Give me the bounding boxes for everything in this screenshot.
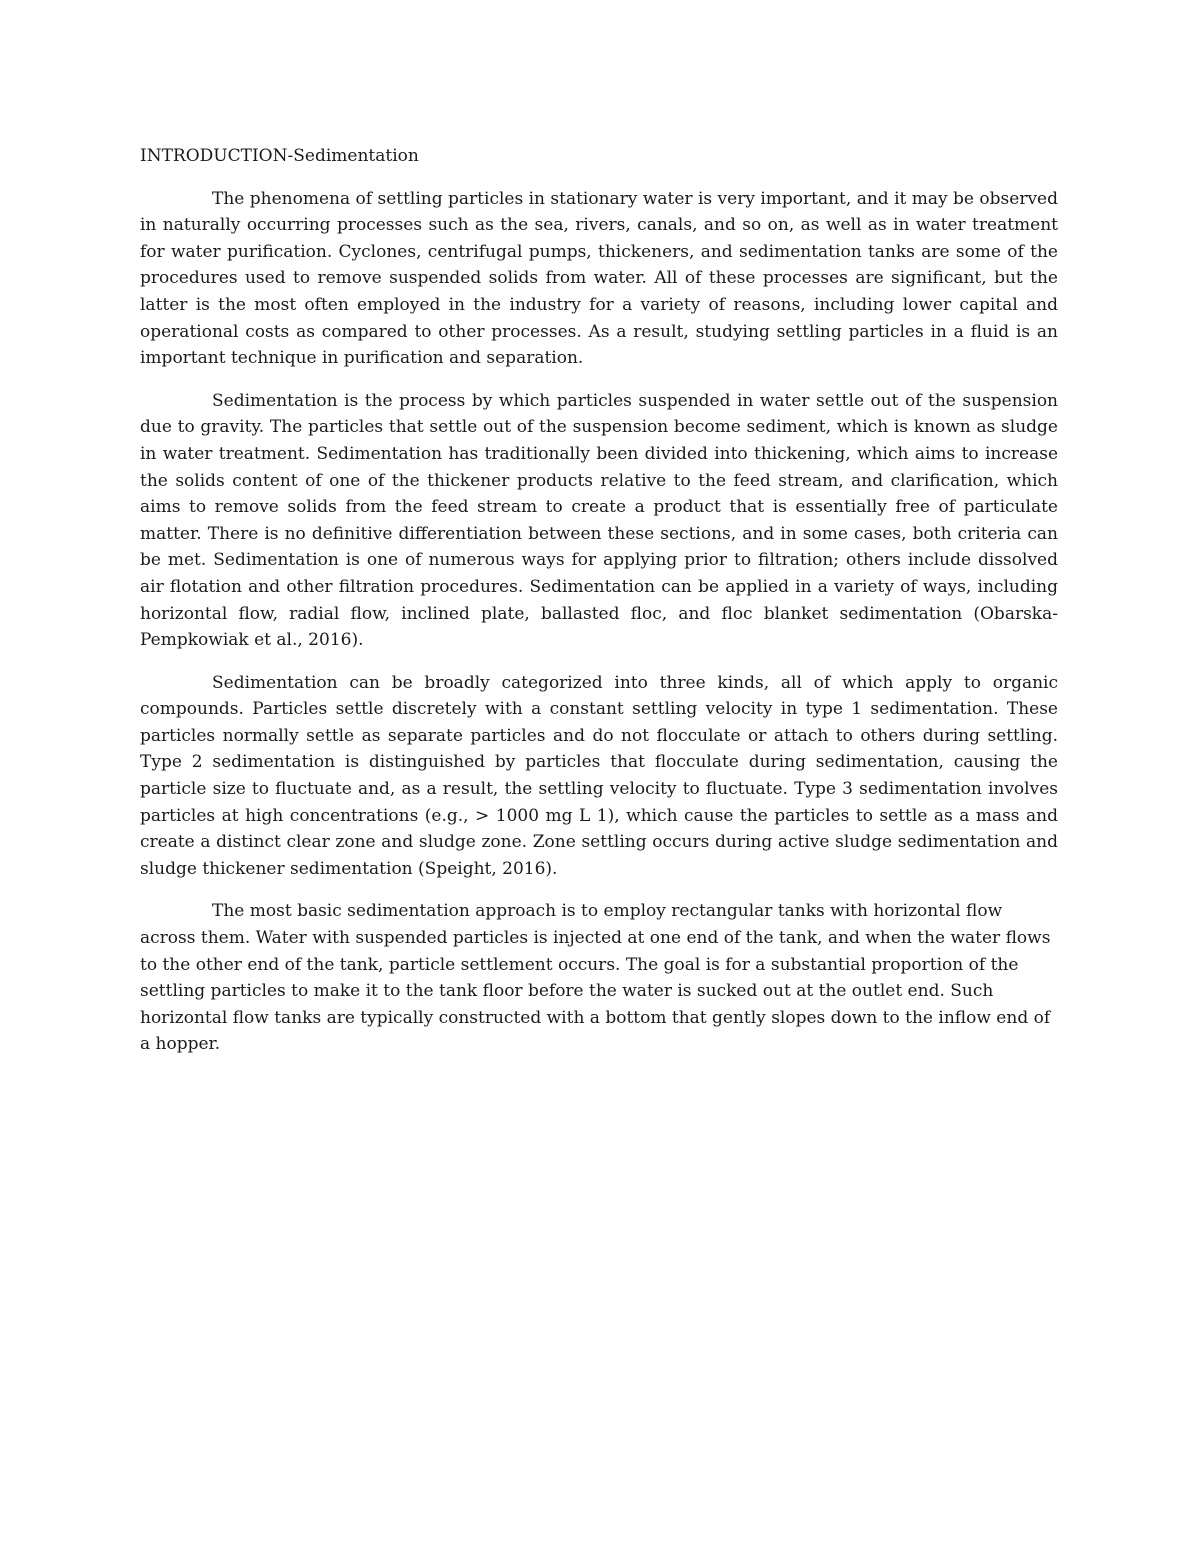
paragraph-sedimentation-process: Sedimentation is the process by which particles suspended in water settle out of the suspension due to gravity. The particles that settle out of the suspension become sediment, which is known as sludge in water treatment. Sedimentation has traditionally been divided into thickening, which aims to increase the solids content of one of the thickener products relative to the feed stream, and clarification, which aims to remove solids from the feed stream to create a product that is essentially free of particulate matter. There is no definitive differentiation between these sections, and in some cases, both criteria can be met. Sedimentation is one of numerous ways for applying prior to filtration; others include dissolved air flotation and other filtration procedures. Sedimentation can be applied in a variety of ways, including horizontal flow, radial flow, inclined plate, ballasted floc, and floc blanket sedimentation (Obarska-Pempkowiak et al., 2016). bbox=[140, 390, 1058, 651]
document-body bbox=[140, 143, 1058, 1074]
paragraph-settling-phenomena: The phenomena of settling particles in stationary water is very important, and it may be observed in naturally occurring processes such as the sea, rivers, canals, and so on, as well as in water treatment for water purification. Cyclones, centrifugal pumps, thickeners, and sedimentation tanks are some of the procedures used to remove suspended solids from water. All of these processes are significant, but the latter is the most often employed in the industry for a variety of reasons, including lower capital and operational costs as compared to other processes. As a result, studying settling particles in a fluid is an important technique in purification and separation. bbox=[140, 188, 1058, 369]
section-heading: INTRODUCTION-Sedimentation bbox=[140, 146, 419, 166]
paragraph-sedimentation-types: Sedimentation can be broadly categorized into three kinds, all of which apply to organic compounds. Particles settle discretely with a constant settling velocity in type 1 sedimentation. These particles normally settle as separate particles and do not flocculate or attach to others during settling. Type 2 sedimentation is distinguished by particles that flocculate during sedimentation, causing the particle size to fluctuate and, as a result, the settling velocity to fluctuate. Type 3 sedimentation involves particles at high concentrations (e.g., > 1000 mg L 1), which cause the particles to settle as a mass and create a distinct clear zone and sludge zone. Zone settling occurs during active sludge sedimentation and sludge thickener sedimentation (Speight, 2016). bbox=[140, 672, 1058, 879]
paragraph-rectangular-tanks: The most basic sedimentation approach is to employ rectangular tanks with horizontal flow across them. Water with suspended particles is injected at one end of the tank, and when the water flows to the other end of the tank, particle settlement occurs. The goal is for a substantial proportion of the settling particles to make it to the tank floor before the water is sucked out at the outlet end. Such horizontal flow tanks are typically constructed with a bottom that gently slopes down to the inflow end of a hopper. bbox=[140, 901, 1051, 1055]
